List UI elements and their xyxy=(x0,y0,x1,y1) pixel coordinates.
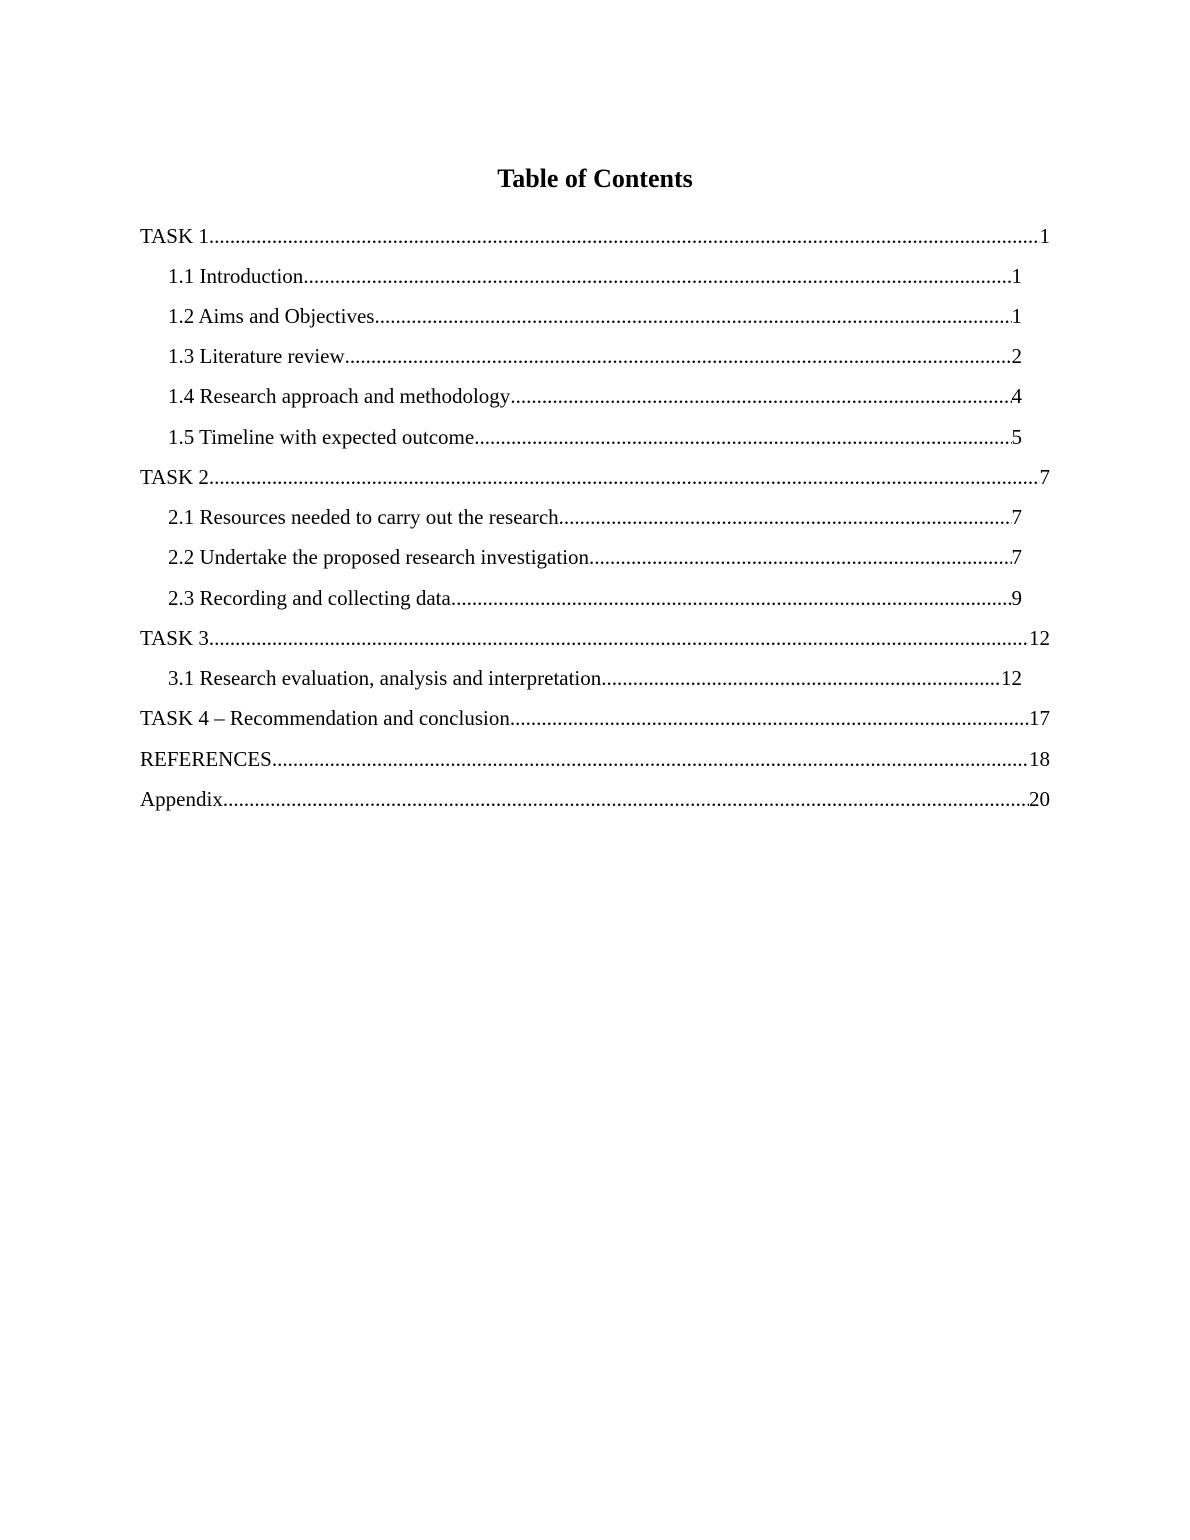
toc-entry-page: 1 xyxy=(1011,304,1022,328)
toc-dot-leader xyxy=(345,336,1012,376)
toc-entry-page: 7 xyxy=(1011,505,1022,529)
toc-entry-1-4[interactable] xyxy=(168,376,1022,416)
toc-entry-1-5[interactable] xyxy=(168,417,1022,457)
toc-entry-text: 1.4 Research approach and methodology xyxy=(168,384,511,408)
toc-entry-text: TASK 2 xyxy=(140,465,209,489)
toc-entry-page: 7 xyxy=(1011,545,1022,569)
toc-entry-text: 2.2 Undertake the proposed research investigation xyxy=(168,545,590,569)
toc-dot-leader xyxy=(223,779,1029,819)
toc-entry-page: 12 xyxy=(1029,626,1050,650)
toc-dot-leader xyxy=(374,296,1011,336)
toc-dot-leader xyxy=(209,457,1040,497)
toc-entry-1-3[interactable] xyxy=(168,336,1022,376)
toc-entry-2-3[interactable] xyxy=(168,578,1022,618)
toc-entry-text: 2.3 Recording and collecting data xyxy=(168,586,451,610)
toc-entry-page: 17 xyxy=(1029,706,1050,730)
toc-dot-leader xyxy=(474,417,1011,457)
toc-entry-page: 4 xyxy=(1011,384,1022,408)
toc-entry-page: 9 xyxy=(1011,586,1022,610)
toc-dot-leader xyxy=(272,739,1029,779)
toc-dot-leader xyxy=(601,658,1001,698)
toc-entry-text: 1.3 Literature review xyxy=(168,344,345,368)
toc-entry-page: 5 xyxy=(1011,425,1022,449)
toc-dot-leader xyxy=(589,537,1011,577)
toc-entry-text: 1.2 Aims and Objectives xyxy=(168,304,375,328)
toc-entry-page: 1 xyxy=(1039,224,1050,248)
toc-dot-leader xyxy=(510,698,1029,738)
toc-dot-leader xyxy=(209,618,1029,658)
toc-entry-text: 2.1 Resources needed to carry out the research xyxy=(168,505,559,529)
toc-entry-2-2[interactable] xyxy=(168,537,1022,577)
toc-entry-page: 1 xyxy=(1011,264,1022,288)
toc-entry-text: 1.1 Introduction xyxy=(168,264,304,288)
toc-dot-leader xyxy=(303,256,1011,296)
toc-entry-task-1[interactable] xyxy=(140,216,1050,256)
toc-dot-leader xyxy=(209,216,1040,256)
toc-entry-task-4[interactable] xyxy=(140,698,1050,738)
toc-entry-task-3[interactable] xyxy=(140,618,1050,658)
toc-entry-1-2[interactable] xyxy=(168,296,1022,336)
toc-entry-page: 2 xyxy=(1011,344,1022,368)
toc-entry-text: TASK 1 xyxy=(140,224,209,248)
toc-entry-text: 3.1 Research evaluation, analysis and interpretation xyxy=(168,666,602,690)
toc-entry-text: REFERENCES xyxy=(140,747,272,771)
toc-entry-text: TASK 4 – Recommendation and conclusion xyxy=(140,706,510,730)
toc-title: Table of Contents xyxy=(497,164,693,193)
toc-entry-page: 20 xyxy=(1029,787,1050,811)
toc-entry-task-2[interactable] xyxy=(140,457,1050,497)
toc-entry-appendix[interactable] xyxy=(140,779,1050,819)
toc-dot-leader xyxy=(451,578,1012,618)
toc-dot-leader xyxy=(559,497,1012,537)
toc-dot-leader xyxy=(510,376,1011,416)
toc-entry-page: 12 xyxy=(1001,666,1022,690)
toc-entry-text: 1.5 Timeline with expected outcome xyxy=(168,425,475,449)
toc-entry-text: Appendix xyxy=(140,787,223,811)
toc-entry-2-1[interactable] xyxy=(168,497,1022,537)
toc-entry-text: TASK 3 xyxy=(140,626,209,650)
toc-entry-page: 18 xyxy=(1029,747,1050,771)
toc-entry-page: 7 xyxy=(1039,465,1050,489)
toc-entry-references[interactable] xyxy=(140,739,1050,779)
toc-entry-3-1[interactable] xyxy=(168,658,1022,698)
toc-entry-1-1[interactable] xyxy=(168,256,1022,296)
